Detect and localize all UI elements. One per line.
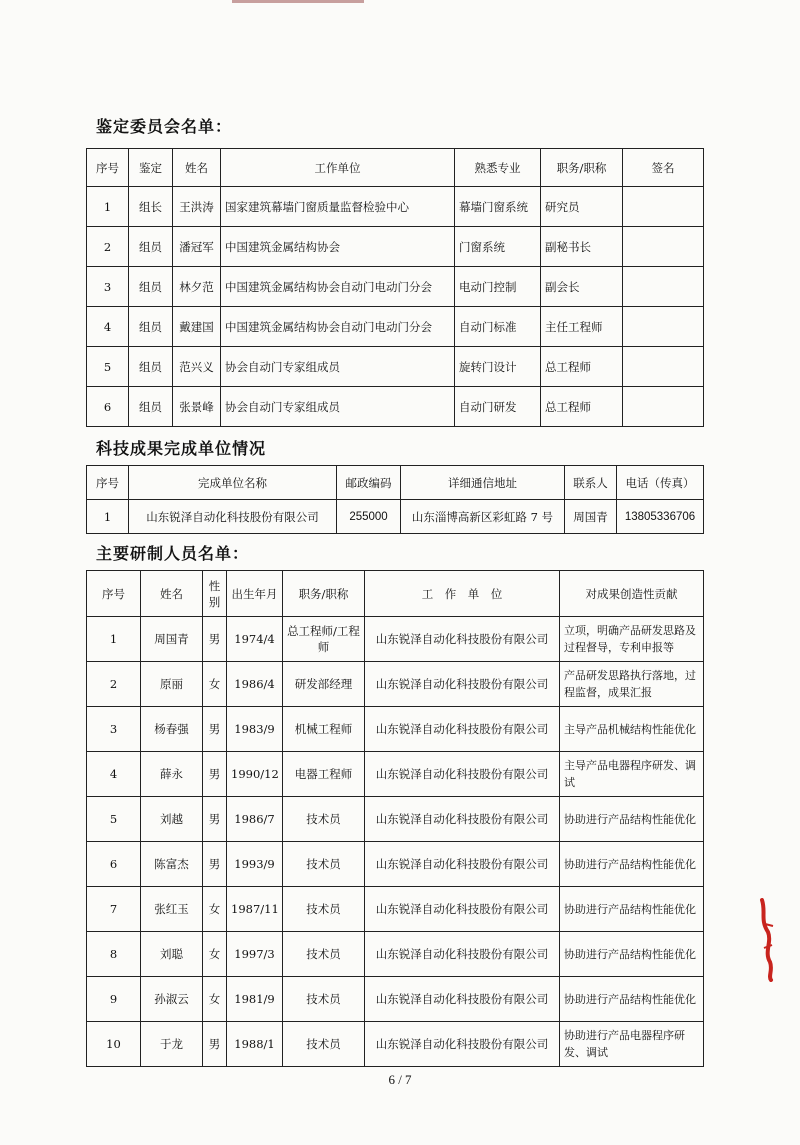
committee-unit: 中国建筑金属结构协会自动门电动门分会 — [221, 267, 455, 307]
developer-title: 电器工程师 — [283, 752, 365, 797]
committee-row — [87, 307, 704, 347]
committee-name: 范兴义 — [173, 347, 221, 387]
developer-gender: 女 — [203, 887, 227, 932]
developer-name: 周国青 — [141, 617, 203, 662]
committee-sign — [623, 227, 704, 267]
committee-sign — [623, 267, 704, 307]
committee-header-cell: 签名 — [623, 149, 704, 187]
developer-unit: 山东锐泽自动化科技股份有限公司 — [365, 1022, 560, 1067]
committee-sign — [623, 347, 704, 387]
committee-sign — [623, 187, 704, 227]
committee-no: 3 — [87, 267, 129, 307]
committee-major: 自动门标准 — [455, 307, 541, 347]
committee-position: 主任工程师 — [541, 307, 623, 347]
committee-header-cell: 职务/职称 — [541, 149, 623, 187]
completion-header-cell: 完成单位名称 — [129, 466, 337, 500]
developer-title: 技术员 — [283, 797, 365, 842]
developer-title: 技术员 — [283, 887, 365, 932]
committee-row — [87, 387, 704, 427]
committee-major: 幕墙门窗系统 — [455, 187, 541, 227]
developer-row — [87, 707, 704, 752]
developer-unit: 山东锐泽自动化科技股份有限公司 — [365, 707, 560, 752]
committee-role: 组员 — [129, 267, 173, 307]
developer-unit: 山东锐泽自动化科技股份有限公司 — [365, 797, 560, 842]
committee-role: 组长 — [129, 187, 173, 227]
committee-row — [87, 267, 704, 307]
committee-major: 旋转门设计 — [455, 347, 541, 387]
developer-birth: 1993/9 — [227, 842, 283, 887]
developer-contribution: 协助进行产品结构性能优化 — [560, 977, 704, 1022]
committee-no: 6 — [87, 387, 129, 427]
committee-header-cell: 姓名 — [173, 149, 221, 187]
developer-name: 刘越 — [141, 797, 203, 842]
developer-contribution: 立项，明确产品研发思路及过程督导，专利申报等 — [560, 617, 704, 662]
developer-no: 7 — [87, 887, 141, 932]
developer-no: 2 — [87, 662, 141, 707]
developer-row — [87, 617, 704, 662]
committee-header-cell: 工作单位 — [221, 149, 455, 187]
developer-row — [87, 887, 704, 932]
developer-name: 孙淑云 — [141, 977, 203, 1022]
committee-position: 研究员 — [541, 187, 623, 227]
committee-name: 张景峰 — [173, 387, 221, 427]
developer-contribution: 协助进行产品电器程序研发、调试 — [560, 1022, 704, 1067]
completion-unit: 山东锐泽自动化科技股份有限公司 — [129, 500, 337, 534]
committee-header-cell: 序号 — [87, 149, 129, 187]
completion-header-cell: 序号 — [87, 466, 129, 500]
developer-no: 5 — [87, 797, 141, 842]
developer-contribution: 协助进行产品结构性能优化 — [560, 797, 704, 842]
developer-birth: 1974/4 — [227, 617, 283, 662]
committee-name: 林夕范 — [173, 267, 221, 307]
developer-birth: 1986/7 — [227, 797, 283, 842]
developer-contribution: 主导产品机械结构性能优化 — [560, 707, 704, 752]
committee-no: 1 — [87, 187, 129, 227]
developer-row — [87, 797, 704, 842]
developer-gender: 男 — [203, 617, 227, 662]
committee-unit: 中国建筑金属结构协会 — [221, 227, 455, 267]
developer-name: 薛永 — [141, 752, 203, 797]
developer-unit: 山东锐泽自动化科技股份有限公司 — [365, 662, 560, 707]
developer-contribution: 协助进行产品结构性能优化 — [560, 932, 704, 977]
completion-header-row — [87, 466, 704, 500]
developers-header-cell: 工 作 单 位 — [365, 571, 560, 617]
red-ink-mark — [756, 898, 780, 982]
developer-no: 8 — [87, 932, 141, 977]
developer-unit: 山东锐泽自动化科技股份有限公司 — [365, 887, 560, 932]
completion-title: 科技成果完成单位情况 — [96, 439, 267, 458]
committee-position: 副会长 — [541, 267, 623, 307]
completion-header-cell: 邮政编码 — [337, 466, 401, 500]
developer-name: 于龙 — [141, 1022, 203, 1067]
developer-contribution: 产品研发思路执行落地，过程监督，成果汇报 — [560, 662, 704, 707]
developer-title: 研发部经理 — [283, 662, 365, 707]
completion-phone: 13805336706 — [617, 500, 704, 534]
developer-birth: 1981/9 — [227, 977, 283, 1022]
scan-artifact — [232, 0, 364, 3]
committee-position: 副秘书长 — [541, 227, 623, 267]
developer-name: 原丽 — [141, 662, 203, 707]
developer-row — [87, 842, 704, 887]
committee-major: 门窗系统 — [455, 227, 541, 267]
committee-title: 鉴定委员会名单： — [96, 117, 233, 136]
committee-row — [87, 347, 704, 387]
developer-birth: 1988/1 — [227, 1022, 283, 1067]
committee-position: 总工程师 — [541, 387, 623, 427]
committee-sign — [623, 307, 704, 347]
completion-contact: 周国青 — [565, 500, 617, 534]
completion-row — [87, 500, 704, 534]
developer-contribution: 协助进行产品结构性能优化 — [560, 887, 704, 932]
committee-major: 自动门研发 — [455, 387, 541, 427]
developer-gender: 女 — [203, 932, 227, 977]
committee-name: 王洪涛 — [173, 187, 221, 227]
developer-no: 10 — [87, 1022, 141, 1067]
completion-header-cell: 电话（传真） — [617, 466, 704, 500]
developer-row — [87, 1022, 704, 1067]
developers-header-cell: 性别 — [203, 571, 227, 617]
committee-role: 组员 — [129, 227, 173, 267]
developer-no: 9 — [87, 977, 141, 1022]
developer-gender: 男 — [203, 797, 227, 842]
developer-birth: 1983/9 — [227, 707, 283, 752]
committee-role: 组员 — [129, 347, 173, 387]
committee-unit: 协会自动门专家组成员 — [221, 387, 455, 427]
developer-unit: 山东锐泽自动化科技股份有限公司 — [365, 932, 560, 977]
developer-unit: 山东锐泽自动化科技股份有限公司 — [365, 977, 560, 1022]
committee-unit: 协会自动门专家组成员 — [221, 347, 455, 387]
developer-no: 3 — [87, 707, 141, 752]
developer-name: 刘聪 — [141, 932, 203, 977]
developer-unit: 山东锐泽自动化科技股份有限公司 — [365, 752, 560, 797]
completion-table — [86, 465, 704, 534]
developers-table — [86, 570, 704, 1067]
developers-header-cell: 对成果创造性贡献 — [560, 571, 704, 617]
developers-title: 主要研制人员名单： — [96, 544, 250, 563]
committee-header-cell: 熟悉专业 — [455, 149, 541, 187]
developer-no: 1 — [87, 617, 141, 662]
developer-name: 张红玉 — [141, 887, 203, 932]
developer-title: 技术员 — [283, 932, 365, 977]
developer-contribution: 主导产品电器程序研发、调试 — [560, 752, 704, 797]
developer-title: 技术员 — [283, 842, 365, 887]
developer-row — [87, 932, 704, 977]
committee-unit: 中国建筑金属结构协会自动门电动门分会 — [221, 307, 455, 347]
developer-birth: 1997/3 — [227, 932, 283, 977]
developers-header-cell: 职务/职称 — [283, 571, 365, 617]
developer-title: 技术员 — [283, 977, 365, 1022]
completion-zip: 255000 — [337, 500, 401, 534]
developer-unit: 山东锐泽自动化科技股份有限公司 — [365, 842, 560, 887]
completion-header-cell: 详细通信地址 — [401, 466, 565, 500]
committee-position: 总工程师 — [541, 347, 623, 387]
developer-gender: 男 — [203, 842, 227, 887]
committee-major: 电动门控制 — [455, 267, 541, 307]
developer-row — [87, 662, 704, 707]
developer-no: 6 — [87, 842, 141, 887]
developer-birth: 1987/11 — [227, 887, 283, 932]
completion-no: 1 — [87, 500, 129, 534]
developer-title: 机械工程师 — [283, 707, 365, 752]
committee-row — [87, 227, 704, 267]
developer-gender: 女 — [203, 977, 227, 1022]
completion-address: 山东淄博高新区彩虹路 7 号 — [401, 500, 565, 534]
committee-no: 2 — [87, 227, 129, 267]
developer-unit: 山东锐泽自动化科技股份有限公司 — [365, 617, 560, 662]
committee-no: 5 — [87, 347, 129, 387]
developer-gender: 男 — [203, 1022, 227, 1067]
committee-sign — [623, 387, 704, 427]
developer-contribution: 协助进行产品结构性能优化 — [560, 842, 704, 887]
committee-header-row — [87, 149, 704, 187]
developer-title: 技术员 — [283, 1022, 365, 1067]
developers-header-cell: 序号 — [87, 571, 141, 617]
developer-title: 总工程师/工程师 — [283, 617, 365, 662]
developer-birth: 1990/12 — [227, 752, 283, 797]
developer-name: 杨春强 — [141, 707, 203, 752]
developers-header-row — [87, 571, 704, 617]
committee-unit: 国家建筑幕墙门窗质量监督检验中心 — [221, 187, 455, 227]
developer-gender: 男 — [203, 707, 227, 752]
developer-gender: 女 — [203, 662, 227, 707]
developer-row — [87, 752, 704, 797]
committee-no: 4 — [87, 307, 129, 347]
developers-header-cell: 出生年月 — [227, 571, 283, 617]
developer-row — [87, 977, 704, 1022]
committee-row — [87, 187, 704, 227]
developers-header-cell: 姓名 — [141, 571, 203, 617]
developer-no: 4 — [87, 752, 141, 797]
completion-header-cell: 联系人 — [565, 466, 617, 500]
committee-name: 戴建国 — [173, 307, 221, 347]
committee-role: 组员 — [129, 387, 173, 427]
developer-gender: 男 — [203, 752, 227, 797]
committee-name: 潘冠军 — [173, 227, 221, 267]
page-number: 6 / 7 — [388, 1072, 412, 1087]
developer-birth: 1986/4 — [227, 662, 283, 707]
developer-name: 陈富杰 — [141, 842, 203, 887]
committee-table — [86, 148, 704, 427]
committee-header-cell: 鉴定 — [129, 149, 173, 187]
committee-role: 组员 — [129, 307, 173, 347]
